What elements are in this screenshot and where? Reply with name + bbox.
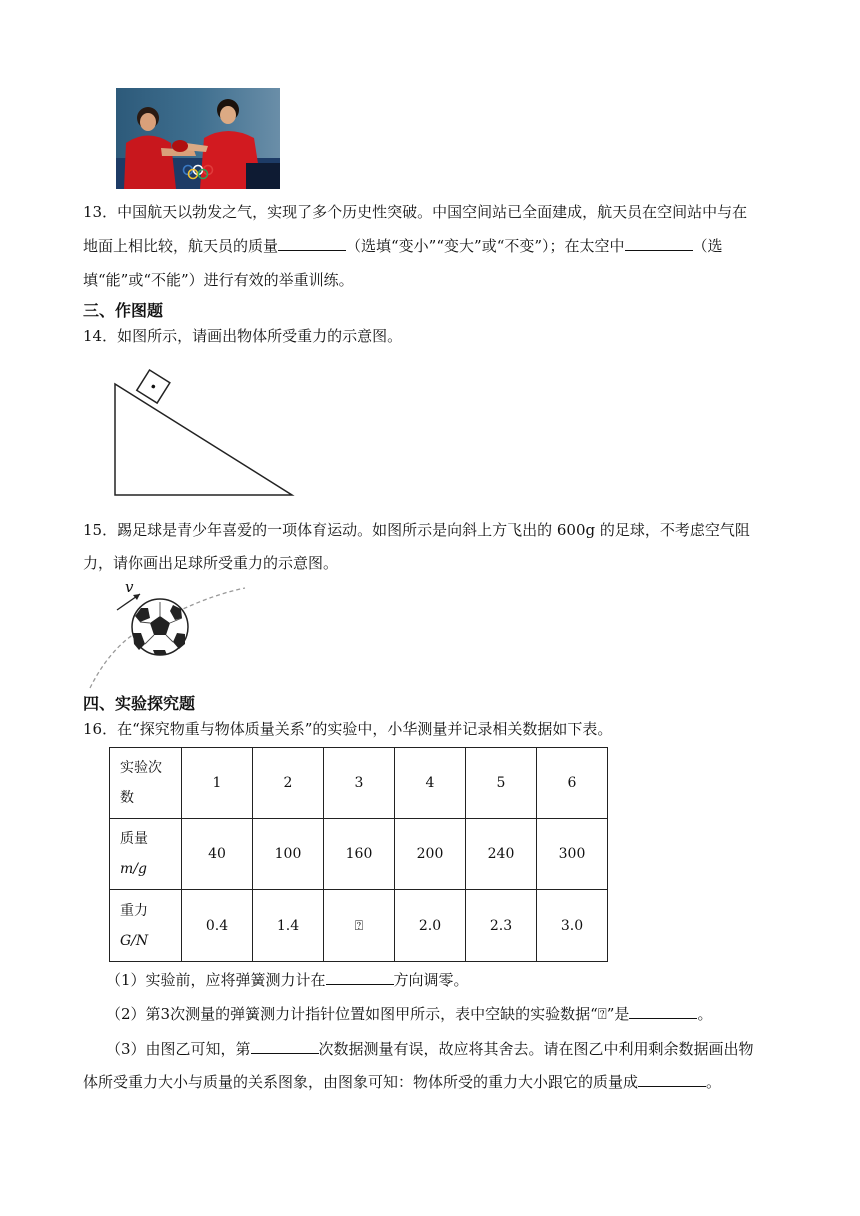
table-row-weight (110, 890, 608, 962)
table-cell: 2.0 (395, 890, 466, 962)
section-3-title: 三、作图题 (83, 301, 164, 320)
q13-training-blank[interactable] (625, 236, 693, 251)
q13-line3: 填“能”或“不能”）进行有效的举重训练。 (83, 271, 354, 289)
q13-line2-text-c: （选 (692, 237, 723, 255)
q16-sub3-line2: 体所受重力大小与质量的关系图象，由图象可知：物体所受的重力大小跟它的质量成 。 (83, 1073, 722, 1091)
q15-line2: 力，请你画出足球所受重力的示意图。 (83, 554, 339, 572)
q16-intro: 16．在“探究物重与物体质量关系”的实验中，小华测量并记录相关数据如下表。 (83, 720, 613, 738)
table-cell: 2 (253, 748, 324, 819)
q16-sub1: （1）实验前，应将弹簧测力计在 方向调零。 (106, 971, 469, 989)
q13-line2-text-a: 地面上相比较，航天员的质量 (83, 237, 279, 255)
table-cell: 4 (395, 748, 466, 819)
data-table (109, 747, 608, 962)
q14-text: 14．如图所示，请画出物体所受重力的示意图。 (83, 327, 403, 345)
row-header-trial: 实验次 数 (110, 748, 182, 819)
q16-sub3-relation-blank[interactable] (638, 1072, 706, 1087)
table-cell: 0.4 (182, 890, 253, 962)
q16-sub3-line1: （3）由图乙可知，第 次数据测量有误，故应将其舍去。请在图乙中利用剩余数据画出物 (106, 1040, 754, 1058)
q16-sub3-trial-blank[interactable] (251, 1039, 319, 1054)
table-cell: 6 (537, 748, 608, 819)
table-cell: 200 (395, 819, 466, 890)
table-row-mass (110, 819, 608, 890)
q13-line2-text-b: （选填“变小”“变大”或“不变”）；在太空中 (346, 237, 625, 255)
section-4-title: 四、实验探究题 (83, 694, 196, 713)
table-cell: 100 (253, 819, 324, 890)
velocity-label: v (125, 578, 134, 596)
row-header-mass: 质量 m/g (110, 819, 182, 890)
q13-line2 (83, 236, 723, 256)
table-cell-missing: ⍰ (324, 890, 395, 962)
table-cell: 300 (537, 819, 608, 890)
table-cell: 240 (466, 819, 537, 890)
table-cell: 3 (324, 748, 395, 819)
q13-mass-blank[interactable] (278, 236, 346, 251)
q15-line1: 15．踢足球是青少年喜爱的一项体育运动。如图所示是向斜上方飞出的 600g 的足球，不考虑空气阻 (83, 521, 750, 539)
incline-triangle (115, 384, 292, 495)
q16-sub2: （2）第3次测量的弹簧测力计指针位置如图甲所示，表中空缺的实验数据“⍰”是 。 (106, 1005, 713, 1023)
table-cell: 2.3 (466, 890, 537, 962)
block-on-incline (137, 370, 170, 403)
row-header-weight: 重力 G/N (110, 890, 182, 962)
table-cell: 160 (324, 819, 395, 890)
table-cell: 40 (182, 819, 253, 890)
table-cell: 1.4 (253, 890, 324, 962)
q16-sub1-blank[interactable] (326, 970, 394, 985)
table-cell: 1 (182, 748, 253, 819)
soccer-ball (132, 599, 188, 655)
soccer-ball-diagram (85, 578, 250, 694)
table-cell: 3.0 (537, 890, 608, 962)
table-row-trial (110, 748, 608, 819)
table-cell: 5 (466, 748, 537, 819)
q16-sub2-blank[interactable] (629, 1004, 697, 1019)
incline-diagram (110, 368, 300, 504)
table-tennis-photo (116, 88, 280, 189)
q13-line1: 13．中国航天以勃发之气，实现了多个历史性突破。中国空间站已全面建成，航天员在空间站中与在 (83, 203, 748, 221)
